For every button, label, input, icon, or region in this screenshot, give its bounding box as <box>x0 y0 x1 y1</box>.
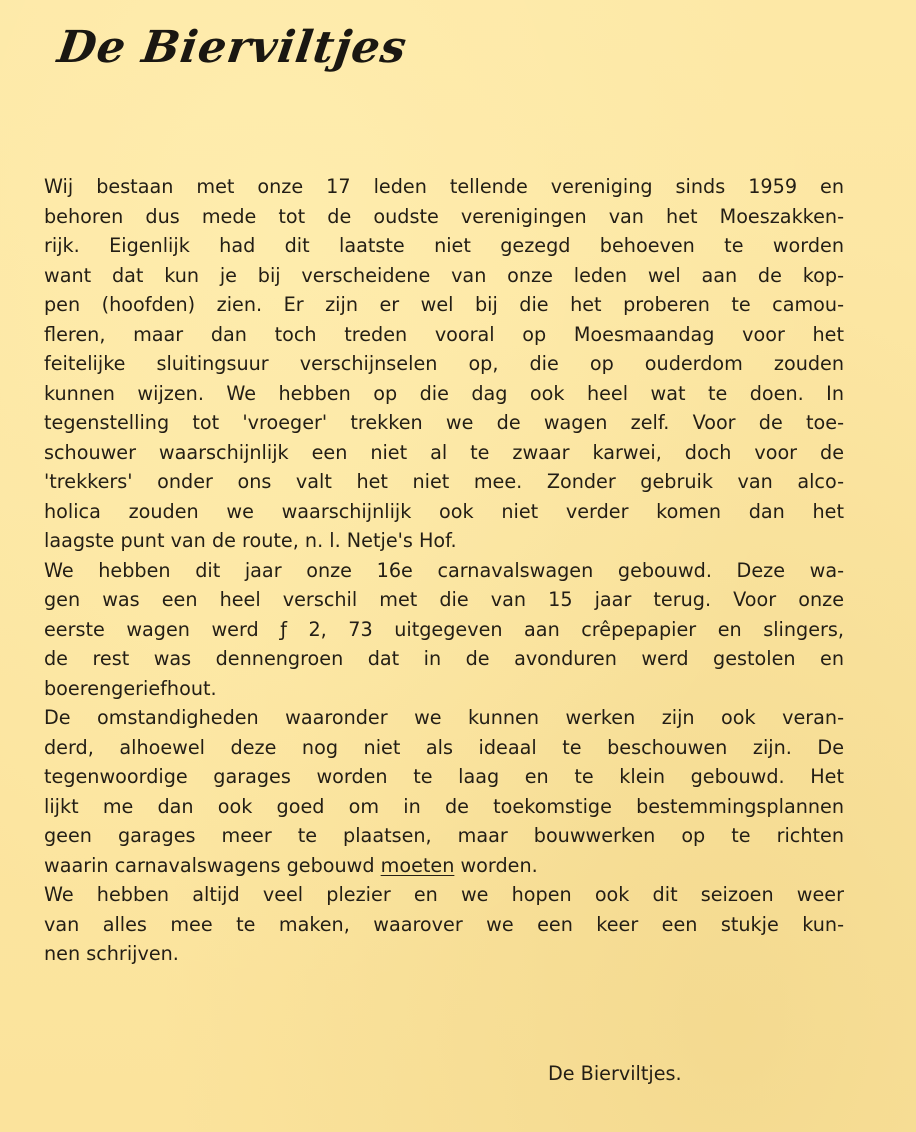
text-line: van alles mee te maken, waarover we een keer een stukje kun- <box>44 912 844 936</box>
text-line: schouwer waarschijnlijk een niet al te zwaar karwei, doch voor de <box>44 440 844 464</box>
text-line: kunnen wijzen. We hebben op die dag ook heel wat te doen. In <box>44 381 844 405</box>
text-line: 'trekkers' onder ons valt het niet mee. Zonder gebruik van alco- <box>44 470 844 493</box>
text-line: holica zouden we waarschijnlijk ook niet verder komen dan het <box>44 499 844 523</box>
text-line: pen (hoofden) zien. Er zijn er wel bij die het proberen te camou- <box>44 293 844 316</box>
text-line: We hebben dit jaar onze 16e carnavalswagen gebouwd. Deze wa- <box>44 558 844 582</box>
body-text <box>44 172 844 969</box>
text-segment: worden. <box>454 853 538 877</box>
text-line: behoren dus mede tot de oudste verenigingen van het Moeszakken- <box>44 204 844 228</box>
text-line: lijkt me dan ook goed om in de toekomstige bestemmingsplannen <box>44 794 844 818</box>
text-line: derd, alhoewel deze nog niet als ideaal te beschouwen zijn. De <box>44 735 844 759</box>
text-line: tegenwoordige garages worden te laag en te klein gebouwd. Het <box>44 765 844 788</box>
underlined-word: moeten <box>380 853 455 877</box>
text-line: want dat kun je bij verscheidene van onze leden wel aan de kop- <box>44 263 844 287</box>
text-line <box>44 851 844 881</box>
text-line: feitelijke sluitingsuur verschijnselen op, die op ouderdom zouden <box>44 352 844 375</box>
text-line: gen was een heel verschil met die van 15 jaar terug. Voor onze <box>44 588 844 611</box>
text-line: Wij bestaan met onze 17 leden tellende vereniging sinds 1959 en <box>44 175 844 198</box>
text-line: de rest was dennengroen dat in de avonduren werd gestolen en <box>44 647 844 670</box>
text-line: boerengeriefhout. <box>44 676 217 700</box>
document-title: De Bierviltjes <box>54 22 411 73</box>
text-line: fleren, maar dan toch treden vooral op Moesmaandag voor het <box>44 322 844 346</box>
text-line: eerste wagen werd ƒ 2, 73 uitgegeven aan crêpepapier en slingers, <box>44 617 844 641</box>
text-line: nen schrijven. <box>44 942 179 965</box>
signature: De Bierviltjes. <box>548 1062 682 1085</box>
text-line: laagste punt van de route, n. l. Netje's Hof. <box>44 529 457 552</box>
text-line: geen garages meer te plaatsen, maar bouwwerken op te richten <box>44 824 844 847</box>
text-line: De omstandigheden waaronder we kunnen werken zijn ook veran- <box>44 706 844 729</box>
text-line: tegenstelling tot 'vroeger' trekken we de wagen zelf. Voor de toe- <box>44 411 844 434</box>
text-line: We hebben altijd veel plezier en we hopen ook dit seizoen weer <box>44 883 844 906</box>
text-line: rijk. Eigenlijk had dit laatste niet gezegd behoeven te worden <box>44 234 844 257</box>
text-segment: waarin carnavalswagens gebouwd <box>44 853 381 877</box>
